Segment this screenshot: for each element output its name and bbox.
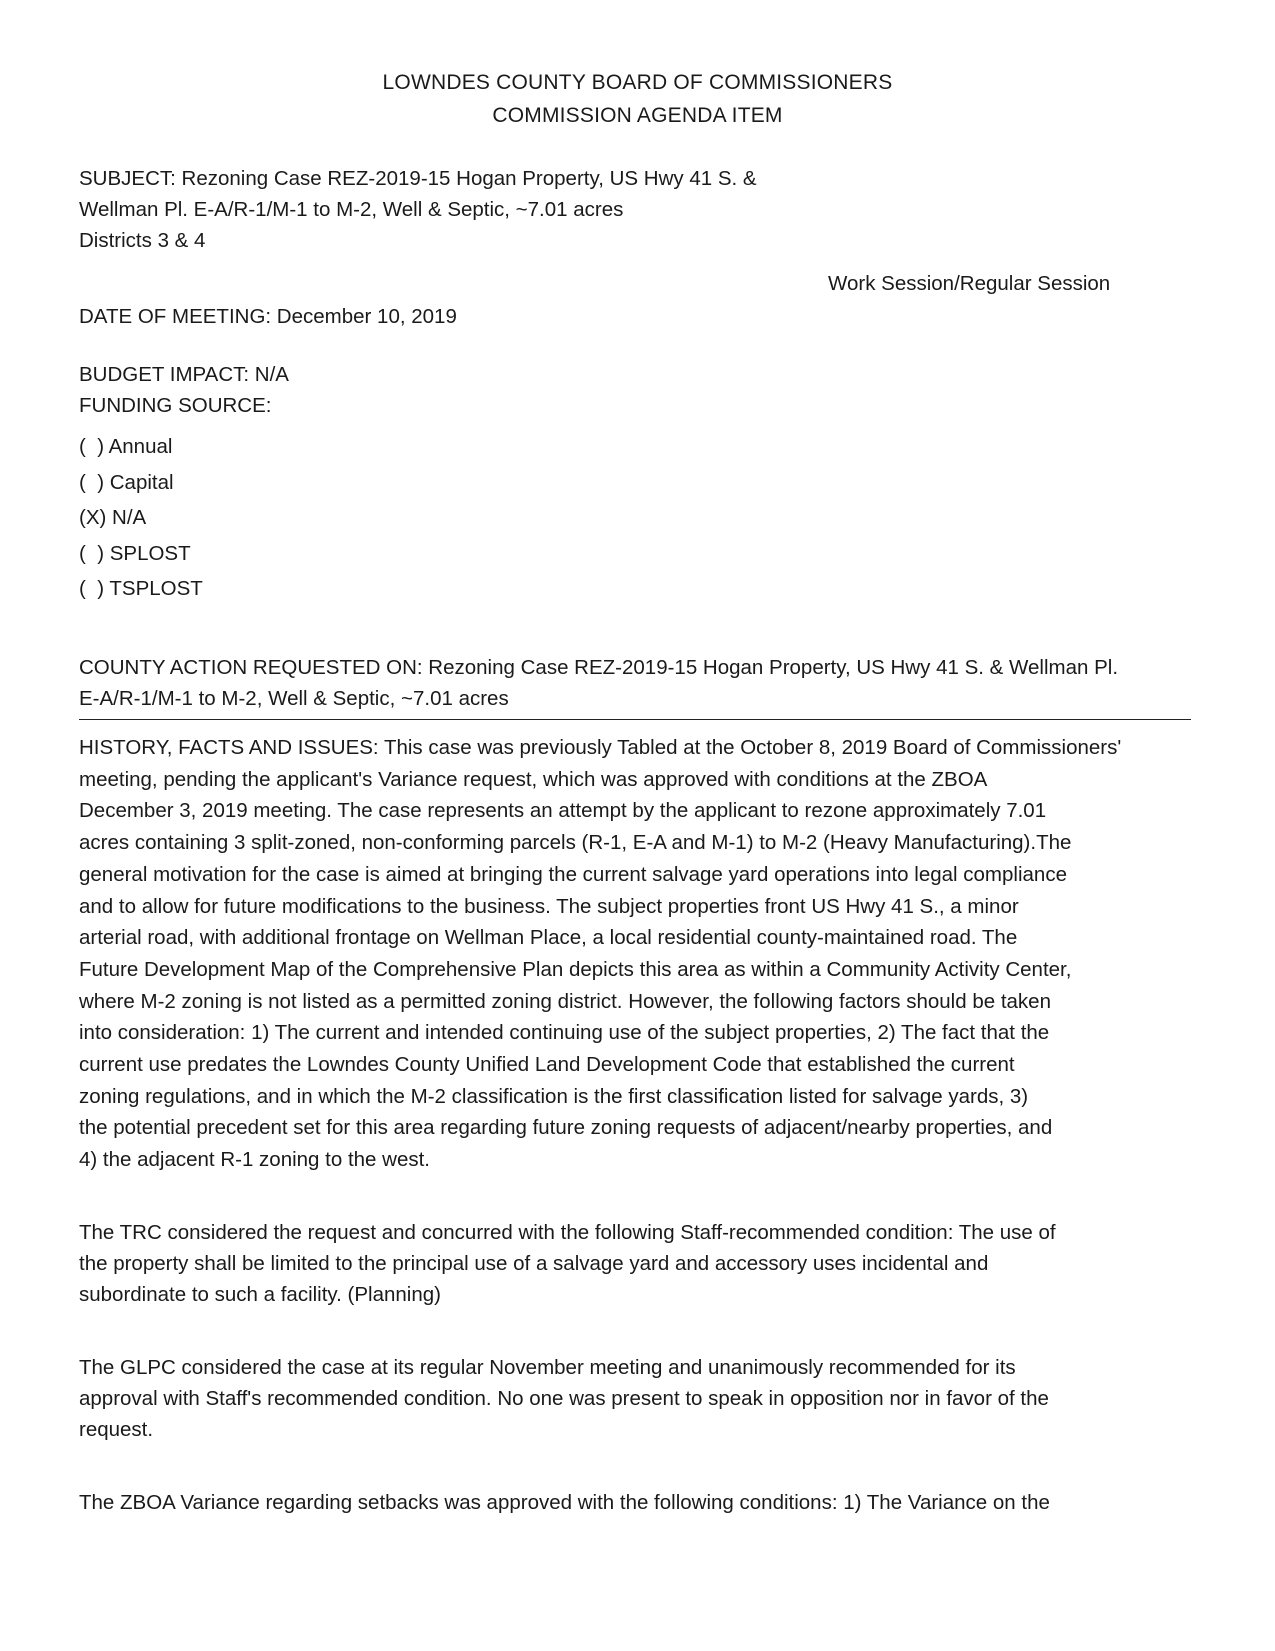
history-line: the potential precedent set for this area regarding future zoning requests of adjacent/nearby properties, and (79, 1116, 1053, 1140)
glpc-paragraph (79, 1352, 1199, 1445)
header-title: LOWNDES COUNTY BOARD OF COMMISSIONERS (382, 71, 893, 94)
budget-block (79, 359, 289, 421)
funding-option-capital: ( ) Capital (79, 470, 174, 494)
history-line: and to allow for future modifications to the business. The subject properties front US Hwy 41 S., a minor (79, 894, 1019, 918)
zboa-paragraph (79, 1487, 1199, 1518)
subject-block (79, 163, 1199, 256)
history-line: December 3, 2019 meeting. The case represents an attempt by the applicant to rezone approximately 7.01 (79, 799, 1047, 823)
history-line: where M-2 zoning is not listed as a permitted zoning district. However, the following factors should be taken (79, 989, 1051, 1013)
subject-line-2: Wellman Pl. E-A/R-1/M-1 to M-2, Well & Septic, ~7.01 acres (79, 198, 624, 221)
trc-line: The TRC considered the request and concurred with the following Staff-recommended condition: The use of (79, 1221, 1056, 1244)
funding-source-list (79, 429, 203, 607)
section-divider (79, 719, 1191, 720)
history-line: current use predates the Lowndes County Unified Land Development Code that established the current (79, 1053, 1015, 1077)
subject-line-3: Districts 3 & 4 (79, 229, 206, 252)
county-action-block (79, 652, 1199, 714)
history-facts-issues (79, 732, 1204, 1176)
document-header (0, 66, 1275, 132)
history-line: HISTORY, FACTS AND ISSUES: This case was previously Tabled at the October 8, 2019 Board of Commissioners' (79, 736, 1122, 759)
glpc-line: request. (79, 1418, 154, 1441)
glpc-line: The GLPC considered the case at its regular November meeting and unanimously recommended for its (79, 1356, 1016, 1379)
history-line: general motivation for the case is aimed at bringing the current salvage yard operations into legal compliance (79, 862, 1067, 886)
funding-option-na: (X) N/A (79, 506, 147, 529)
history-line: arterial road, with additional frontage on Wellman Place, a local residential county-maintained road. The (79, 926, 1018, 950)
date-of-meeting: DATE OF MEETING: December 10, 2019 (79, 305, 457, 328)
glpc-line: approval with Staff's recommended condition. No one was present to speak in opposition nor in favor of the (79, 1387, 1049, 1410)
history-line: zoning regulations, and in which the M-2 classification is the first classification listed for salvage yards, 3) (79, 1084, 1029, 1108)
session-type: Work Session/Regular Session (828, 272, 1111, 295)
action-line-1: COUNTY ACTION REQUESTED ON: Rezoning Case REZ-2019-15 Hogan Property, US Hwy 41 S. & Wellman Pl. (79, 656, 1119, 679)
funding-source-label: FUNDING SOURCE: (79, 394, 272, 417)
history-line: acres containing 3 split-zoned, non-conforming parcels (R-1, E-A and M-1) to M-2 (Heavy Manufacturing).The (79, 831, 1072, 855)
funding-option-splost: ( ) SPLOST (79, 541, 191, 565)
budget-impact: BUDGET IMPACT: N/A (79, 363, 289, 386)
zboa-line: The ZBOA Variance regarding setbacks was approved with the following conditions: 1) The Variance on the (79, 1491, 1050, 1514)
funding-option-tsplost: ( ) TSPLOST (79, 577, 203, 600)
history-line: meeting, pending the applicant's Variance request, which was approved with conditions at the ZBOA (79, 767, 988, 791)
trc-line: the property shall be limited to the principal use of a salvage yard and accessory uses incidental and (79, 1252, 989, 1275)
header-subtitle: COMMISSION AGENDA ITEM (492, 104, 783, 127)
funding-option-annual: ( ) Annual (79, 435, 173, 458)
action-line-2: E-A/R-1/M-1 to M-2, Well & Septic, ~7.01 acres (79, 687, 509, 710)
subject-line-1: SUBJECT: Rezoning Case REZ-2019-15 Hogan Property, US Hwy 41 S. & (79, 167, 757, 190)
history-line: 4) the adjacent R-1 zoning to the west. (79, 1148, 430, 1172)
trc-paragraph (79, 1217, 1199, 1310)
history-line: into consideration: 1) The current and intended continuing use of the subject properties, 2) The fact that the (79, 1021, 1050, 1045)
history-line: Future Development Map of the Comprehensive Plan depicts this area as within a Community Activity Center, (79, 957, 1072, 981)
trc-line: subordinate to such a facility. (Planning) (79, 1283, 441, 1306)
